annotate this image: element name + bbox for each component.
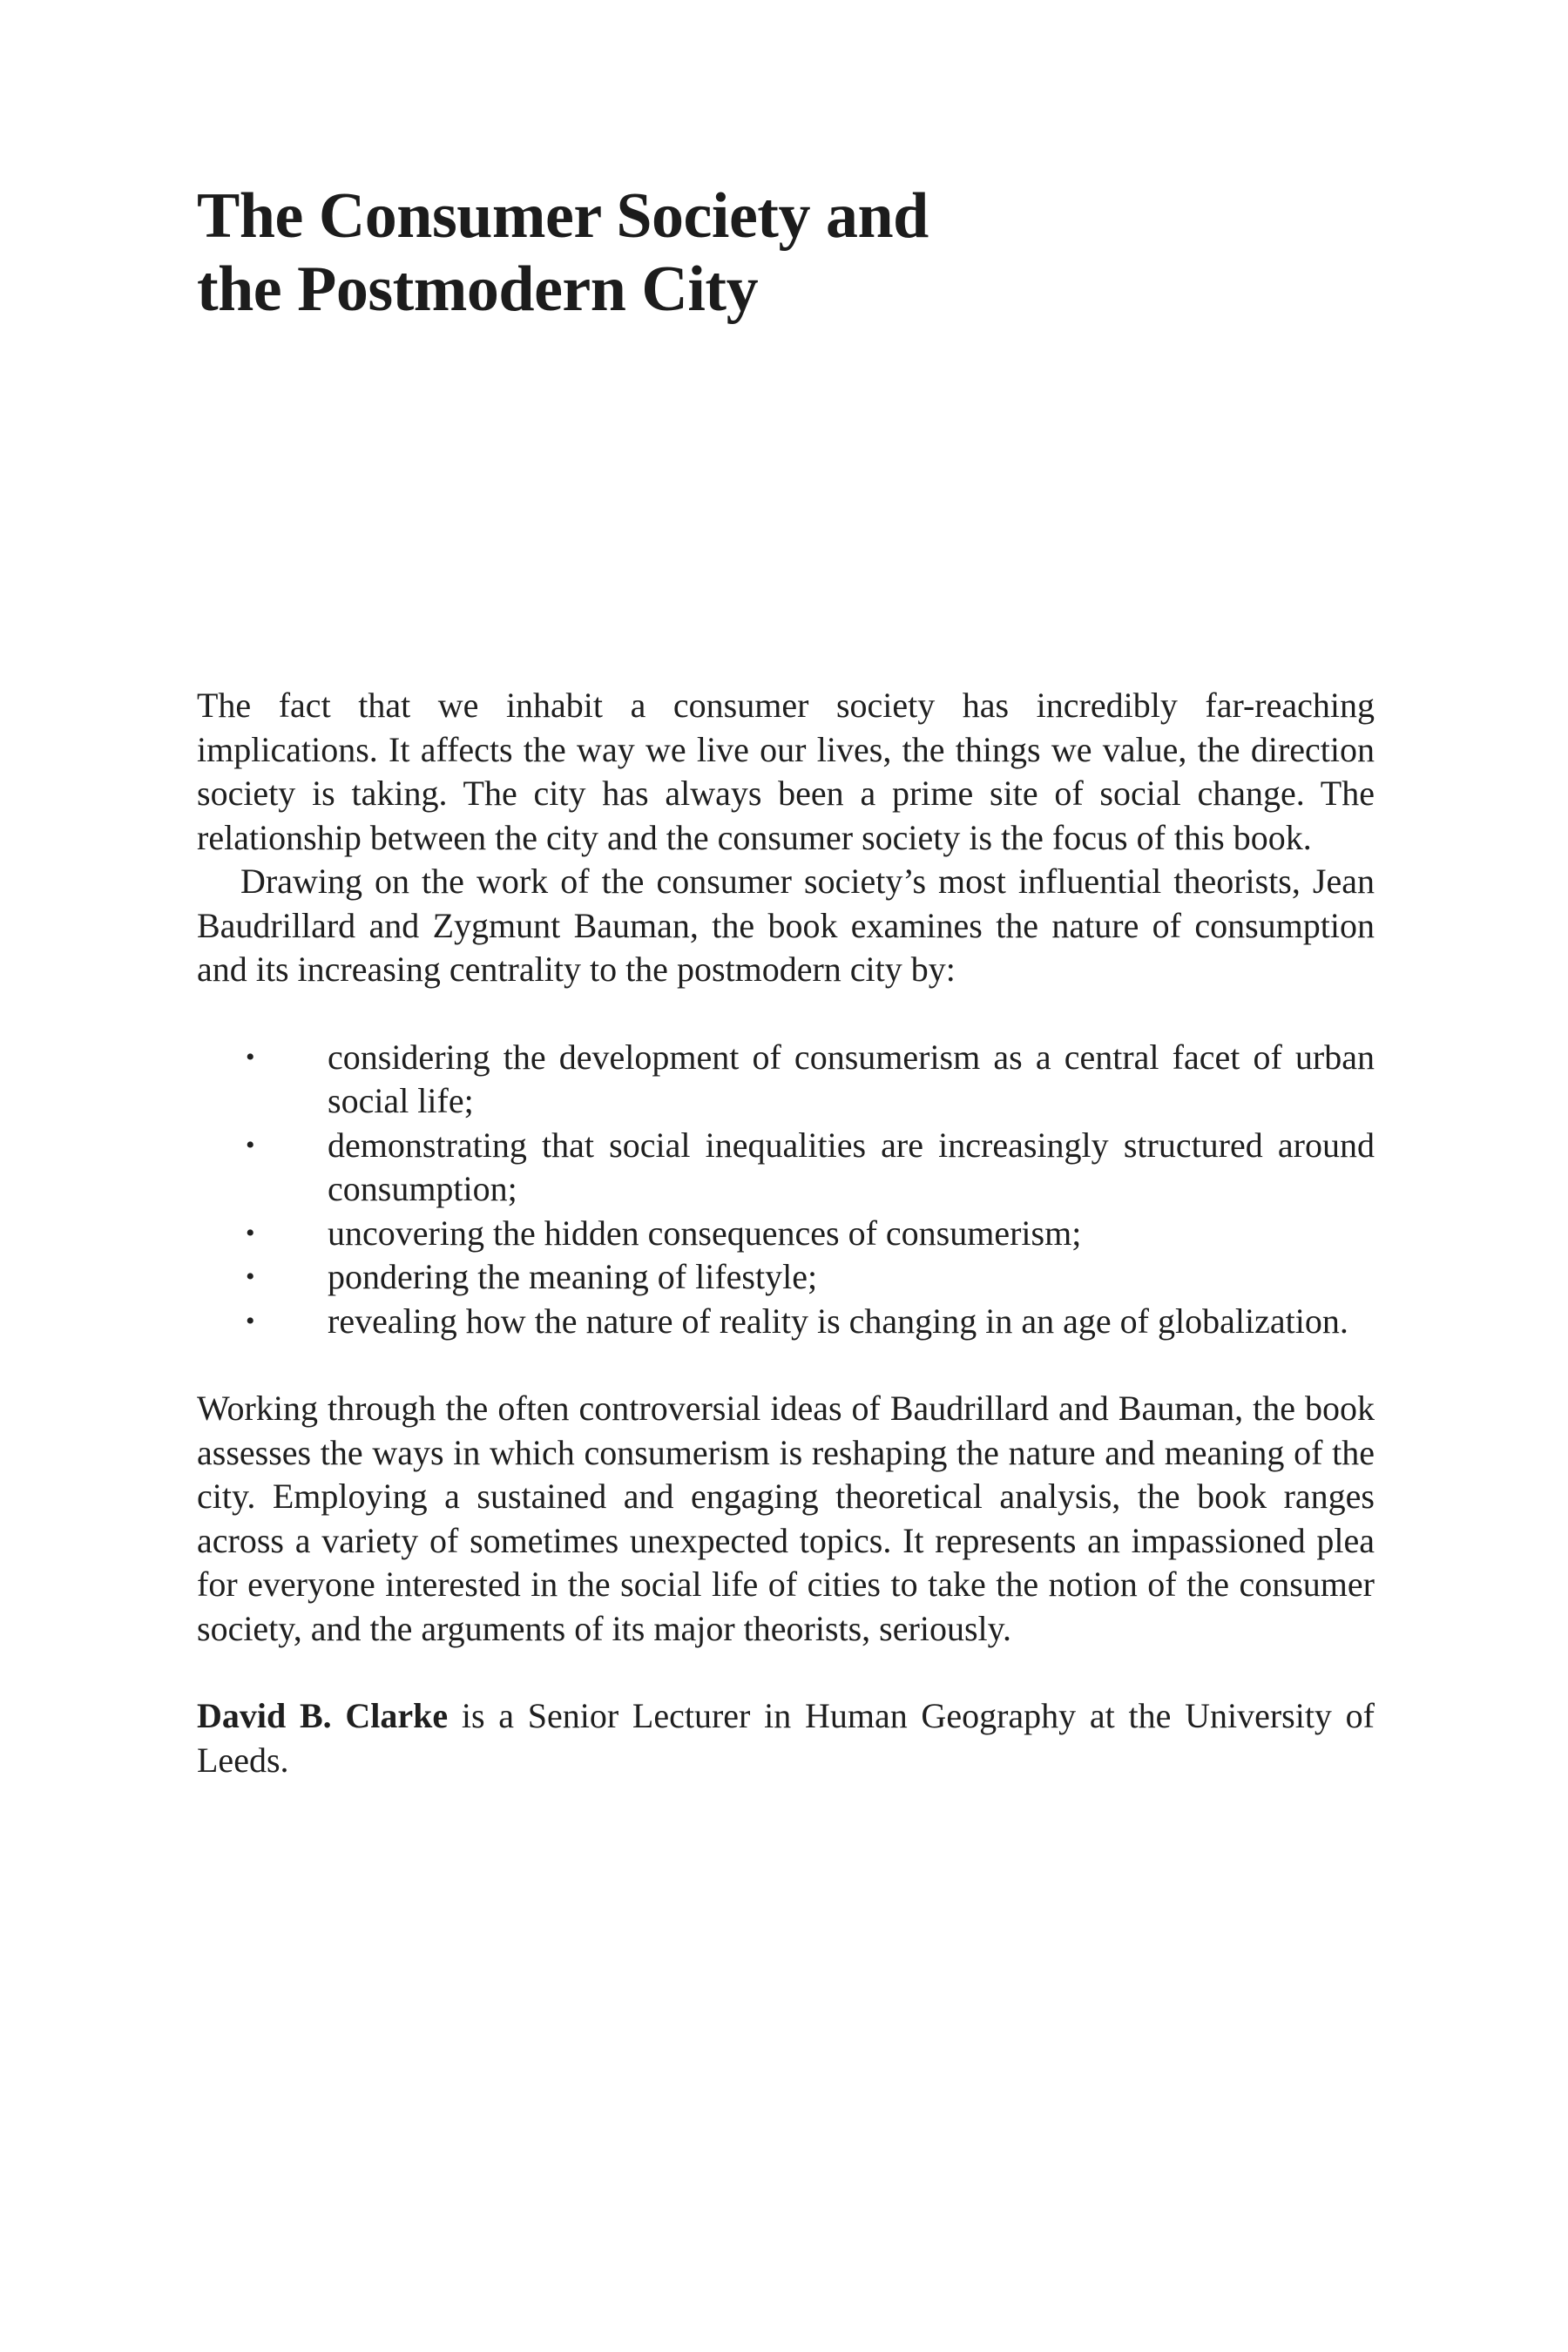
bullet-marker: • xyxy=(246,1306,255,1335)
list-item xyxy=(197,1255,1375,1300)
list-item-text: uncovering the hidden consequences of consumerism; xyxy=(328,1213,1082,1253)
book-title-line-1: The Consumer Society and xyxy=(197,180,929,252)
topics-list xyxy=(197,1036,1375,1344)
intro-paragraph: The fact that we inhabit a consumer society has incredibly far-reaching implications. It affects the way we live our lives, the things we value, the direction society is taking. The city has always been a prime site of social change. The relationship between the city and the consumer society is the focus of this book. xyxy=(197,686,1375,857)
theorists-paragraph: Drawing on the work of the consumer society’s most influential theorists, Jean Baudrillard and Zygmunt Bauman, the book examines the nature of consumption and its increasing centrality to the postmodern city by: xyxy=(197,862,1375,989)
list-item xyxy=(197,1212,1375,1256)
list-item-text: considering the development of consumerism as a central facet of urban social life; xyxy=(328,1037,1375,1120)
bullet-marker: • xyxy=(246,1218,255,1247)
list-item xyxy=(197,1124,1375,1212)
list-item xyxy=(197,1036,1375,1124)
list-item xyxy=(197,1300,1375,1344)
author-name: David B. Clarke xyxy=(197,1696,449,1735)
author-bio xyxy=(197,1694,1375,1782)
summary-paragraph: Working through the often controversial ideas of Baudrillard and Bauman, the book assesses the ways in which consumerism is reshaping the nature and meaning of the city. Employing a sustained and engaging theoretical analysis, the book ranges across a variety of sometimes unexpected topics. It represents an impassioned plea for everyone interested in the social life of cities to take the notion of the consumer society, and the arguments of its major theorists, seriously. xyxy=(197,1389,1375,1648)
bullet-marker: • xyxy=(246,1262,255,1291)
list-item-text: pondering the meaning of lifestyle; xyxy=(328,1257,818,1296)
book-title xyxy=(197,179,1373,326)
list-item-text: demonstrating that social inequalities are increasingly structured around consumption; xyxy=(328,1125,1375,1208)
bullet-marker: • xyxy=(246,1042,255,1071)
list-item-text: revealing how the nature of reality is changing in an age of globalization. xyxy=(328,1301,1348,1341)
bullet-marker: • xyxy=(246,1130,255,1159)
author-bio-text: is a Senior Lecturer in Human Geography at the University of Leeds. xyxy=(197,1696,1375,1780)
blurb-body xyxy=(197,684,1375,1782)
book-title-line-2: the Postmodern City xyxy=(197,253,759,325)
